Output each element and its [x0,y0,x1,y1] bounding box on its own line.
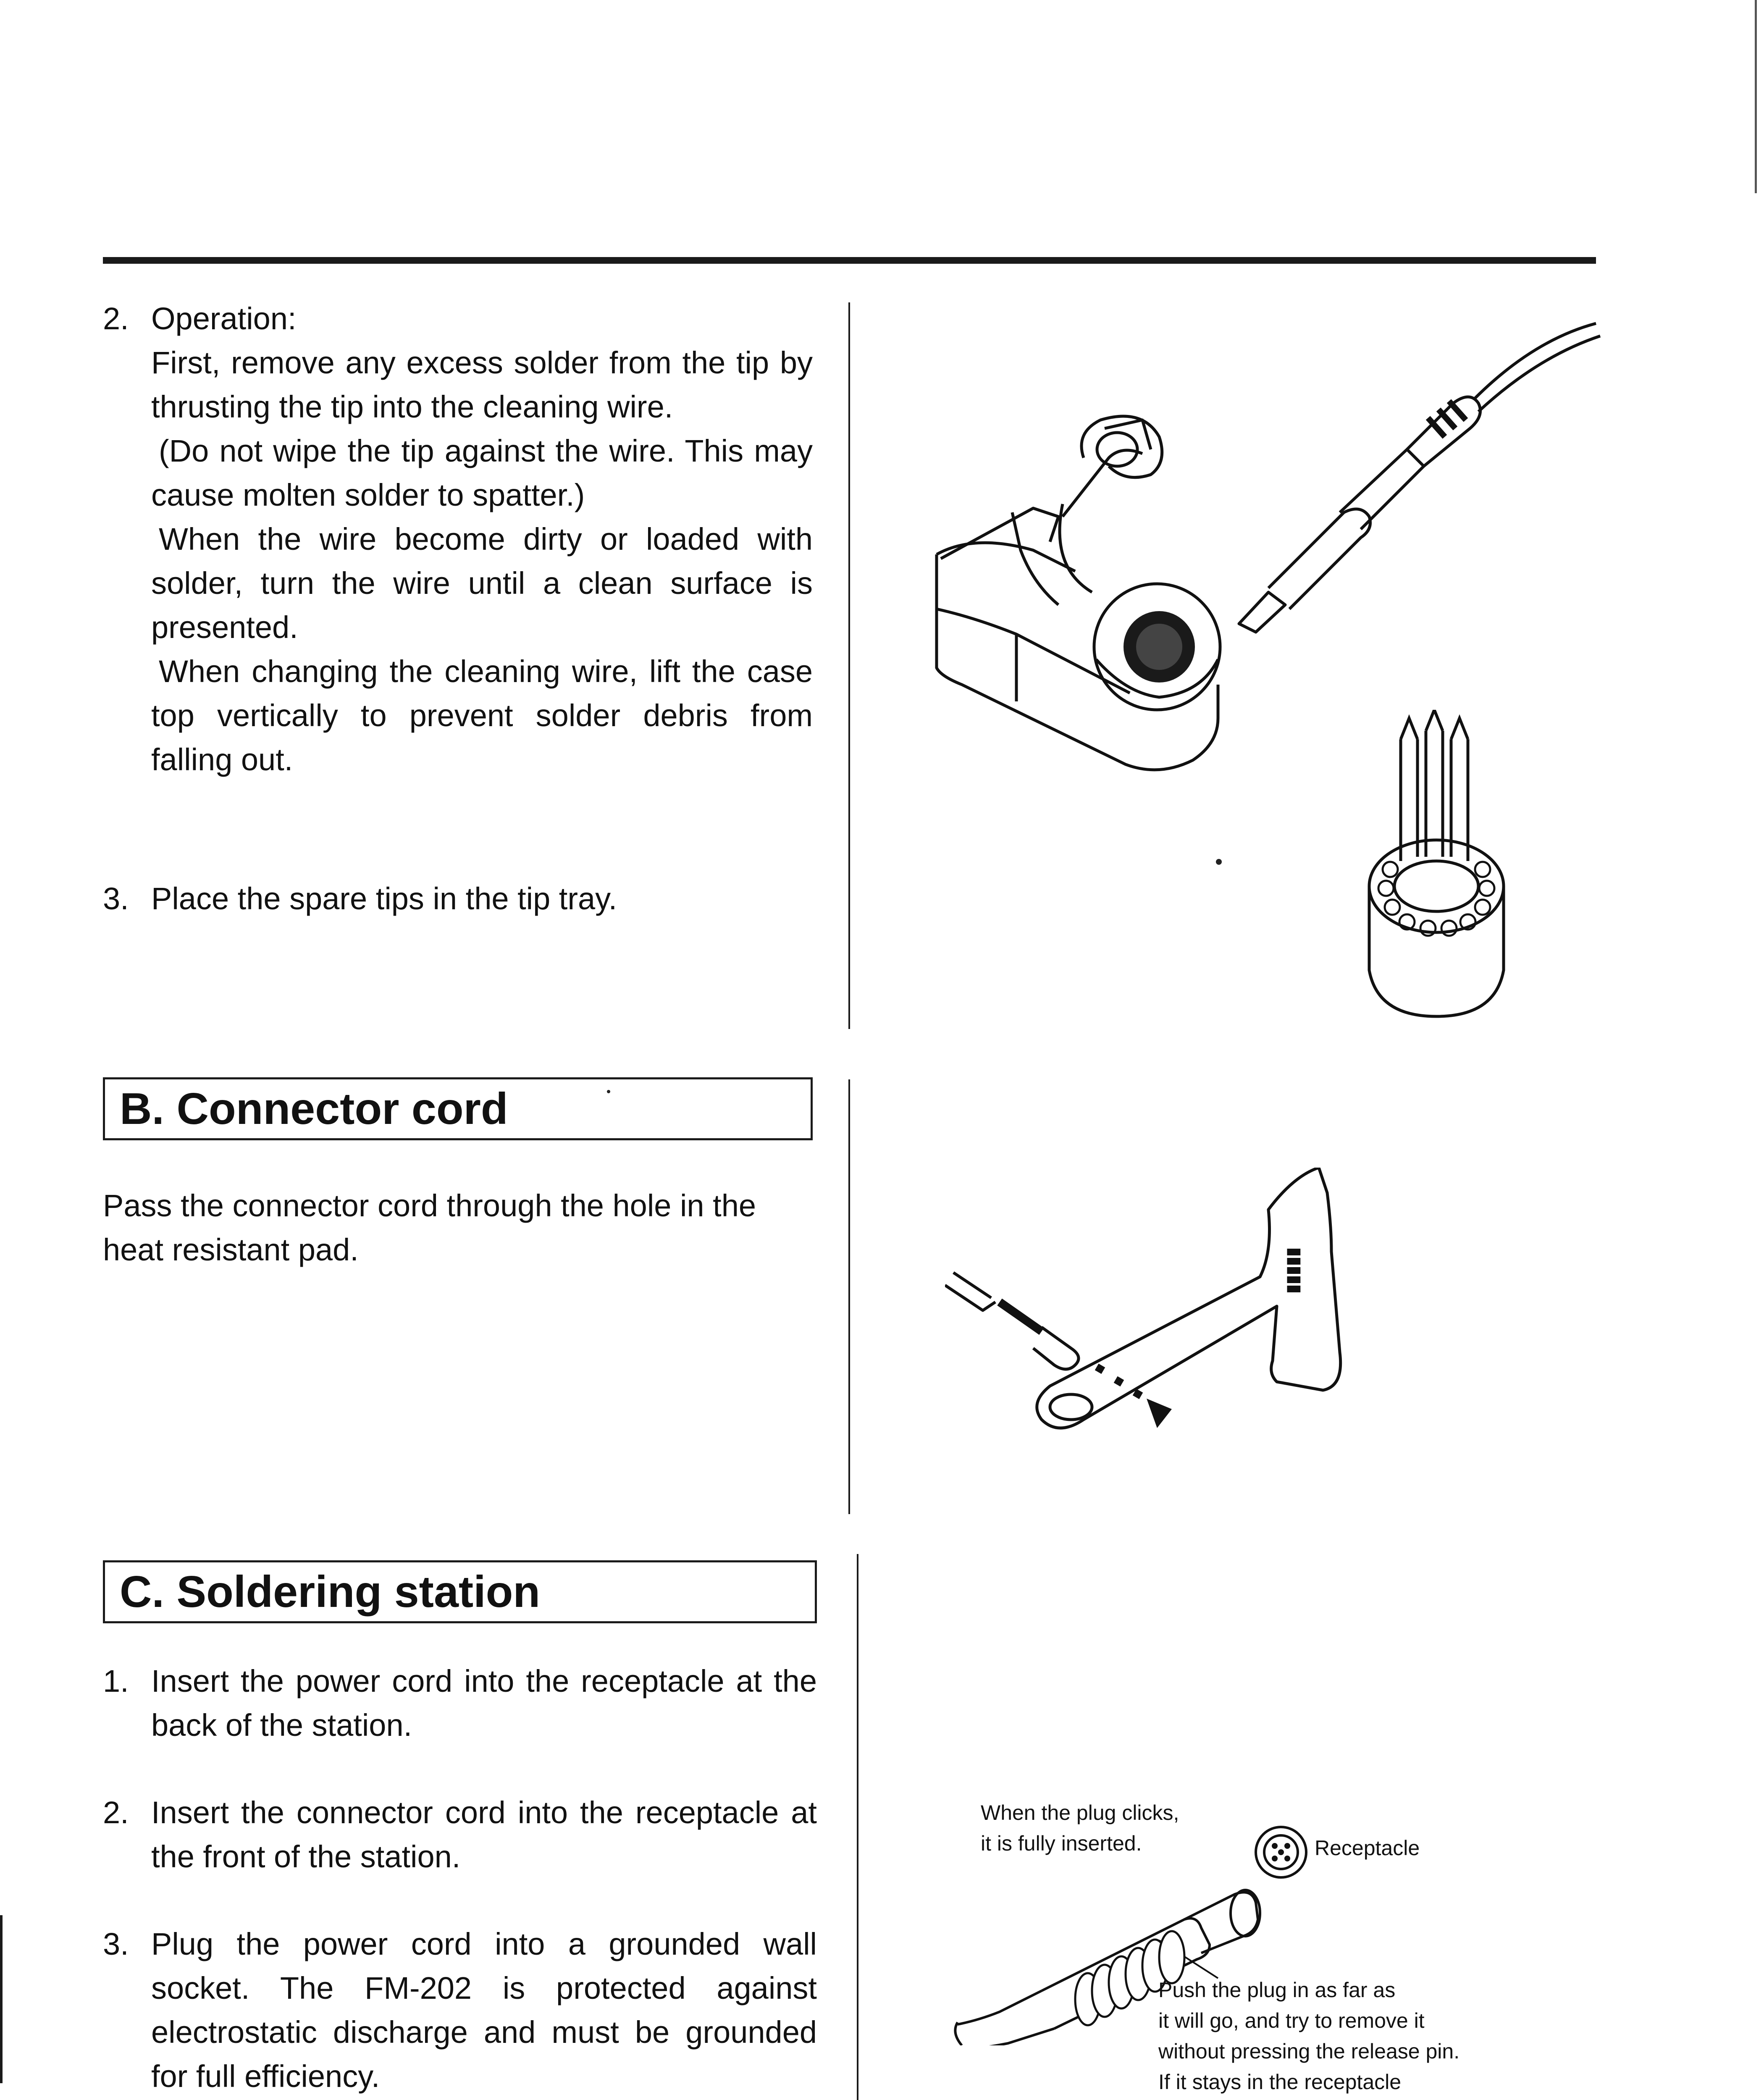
top-rule [103,257,1596,264]
section-c-title [103,1560,817,1623]
section-c-item [103,1659,817,1747]
item-number: 3. [103,1927,129,1961]
section-c-list [103,1659,817,2098]
operation-heading: Operation: [151,301,297,336]
spare-tips-item [103,877,813,921]
caption-line: it will go, and try to remove it [1158,2009,1425,2032]
operation-paragraph: When the wire become dirty or loaded with solder, turn the wire until a clean surface is presented. [151,522,813,645]
section-b-title [103,1077,813,1140]
spare-tips-text: Place the spare tips in the tip tray. [151,881,617,916]
column-divider-2 [848,1079,850,1514]
tip-tray-illustration [1357,710,1516,1029]
section-c-item-text: Insert the power cord into the receptacle at the back of the station. [151,1664,817,1743]
plug-push-caption [1158,1975,1536,2100]
caption-line: If it stays in the receptacle [1158,2070,1402,2094]
scan-right-edge [1755,0,1757,193]
spare-tips-section [103,877,813,921]
section-c-item-text: Insert the connector cord into the receptacle at the front of the station. [151,1795,817,1874]
item-number: 1. [103,1664,129,1698]
pad-brand-mark: ▮▮▮▮▮ [1286,1247,1304,1294]
column-divider-1 [848,302,850,1029]
item-number: 2. [103,1795,129,1830]
item-number: 3. [103,881,129,916]
caption-line [1158,2097,1536,2100]
caption-line: When the plug clicks, [981,1801,1179,1824]
section-b-text: Pass the connector cord through the hole in the heat resistant pad. [103,1188,756,1267]
operation-section [103,297,813,782]
section-c-title-text: C. Soldering station [120,1567,541,1617]
operation-paragraph: First, remove any excess solder from the tip by thrusting the tip into the cleaning wire. [151,345,813,424]
operation-item [103,297,813,782]
section-c-item [103,1922,817,2098]
section-b-title-text: B. Connector cord [120,1084,508,1134]
scan-left-edge [0,1915,3,2083]
section-c-item-text: Plug the power cord into a grounded wall socket. The FM-202 is protected against electrostatic discharge and must be grounded for full efficiency. [151,1927,817,2094]
connector-pad-illustration [945,1168,1386,1445]
caption-line: without pressing the release pin. [1158,2040,1460,2063]
operation-paragraph: When changing the cleaning wire, lift the case top vertically to prevent solder debris from falling out. [151,654,813,777]
speck [1216,859,1222,865]
item-number: 2. [103,301,129,336]
section-c-item [103,1790,817,1879]
caption-line: it is fully inserted. [981,1832,1142,1855]
caption-line: Push the plug in as far as [1158,1978,1396,2002]
receptacle-label: Receptacle [1315,1836,1420,1860]
iron-holder-illustration [924,315,1604,777]
column-divider-3 [857,1554,858,2100]
operation-paragraph: (Do not wipe the tip against the wire. This may cause molten solder to spatter.) [151,433,813,512]
